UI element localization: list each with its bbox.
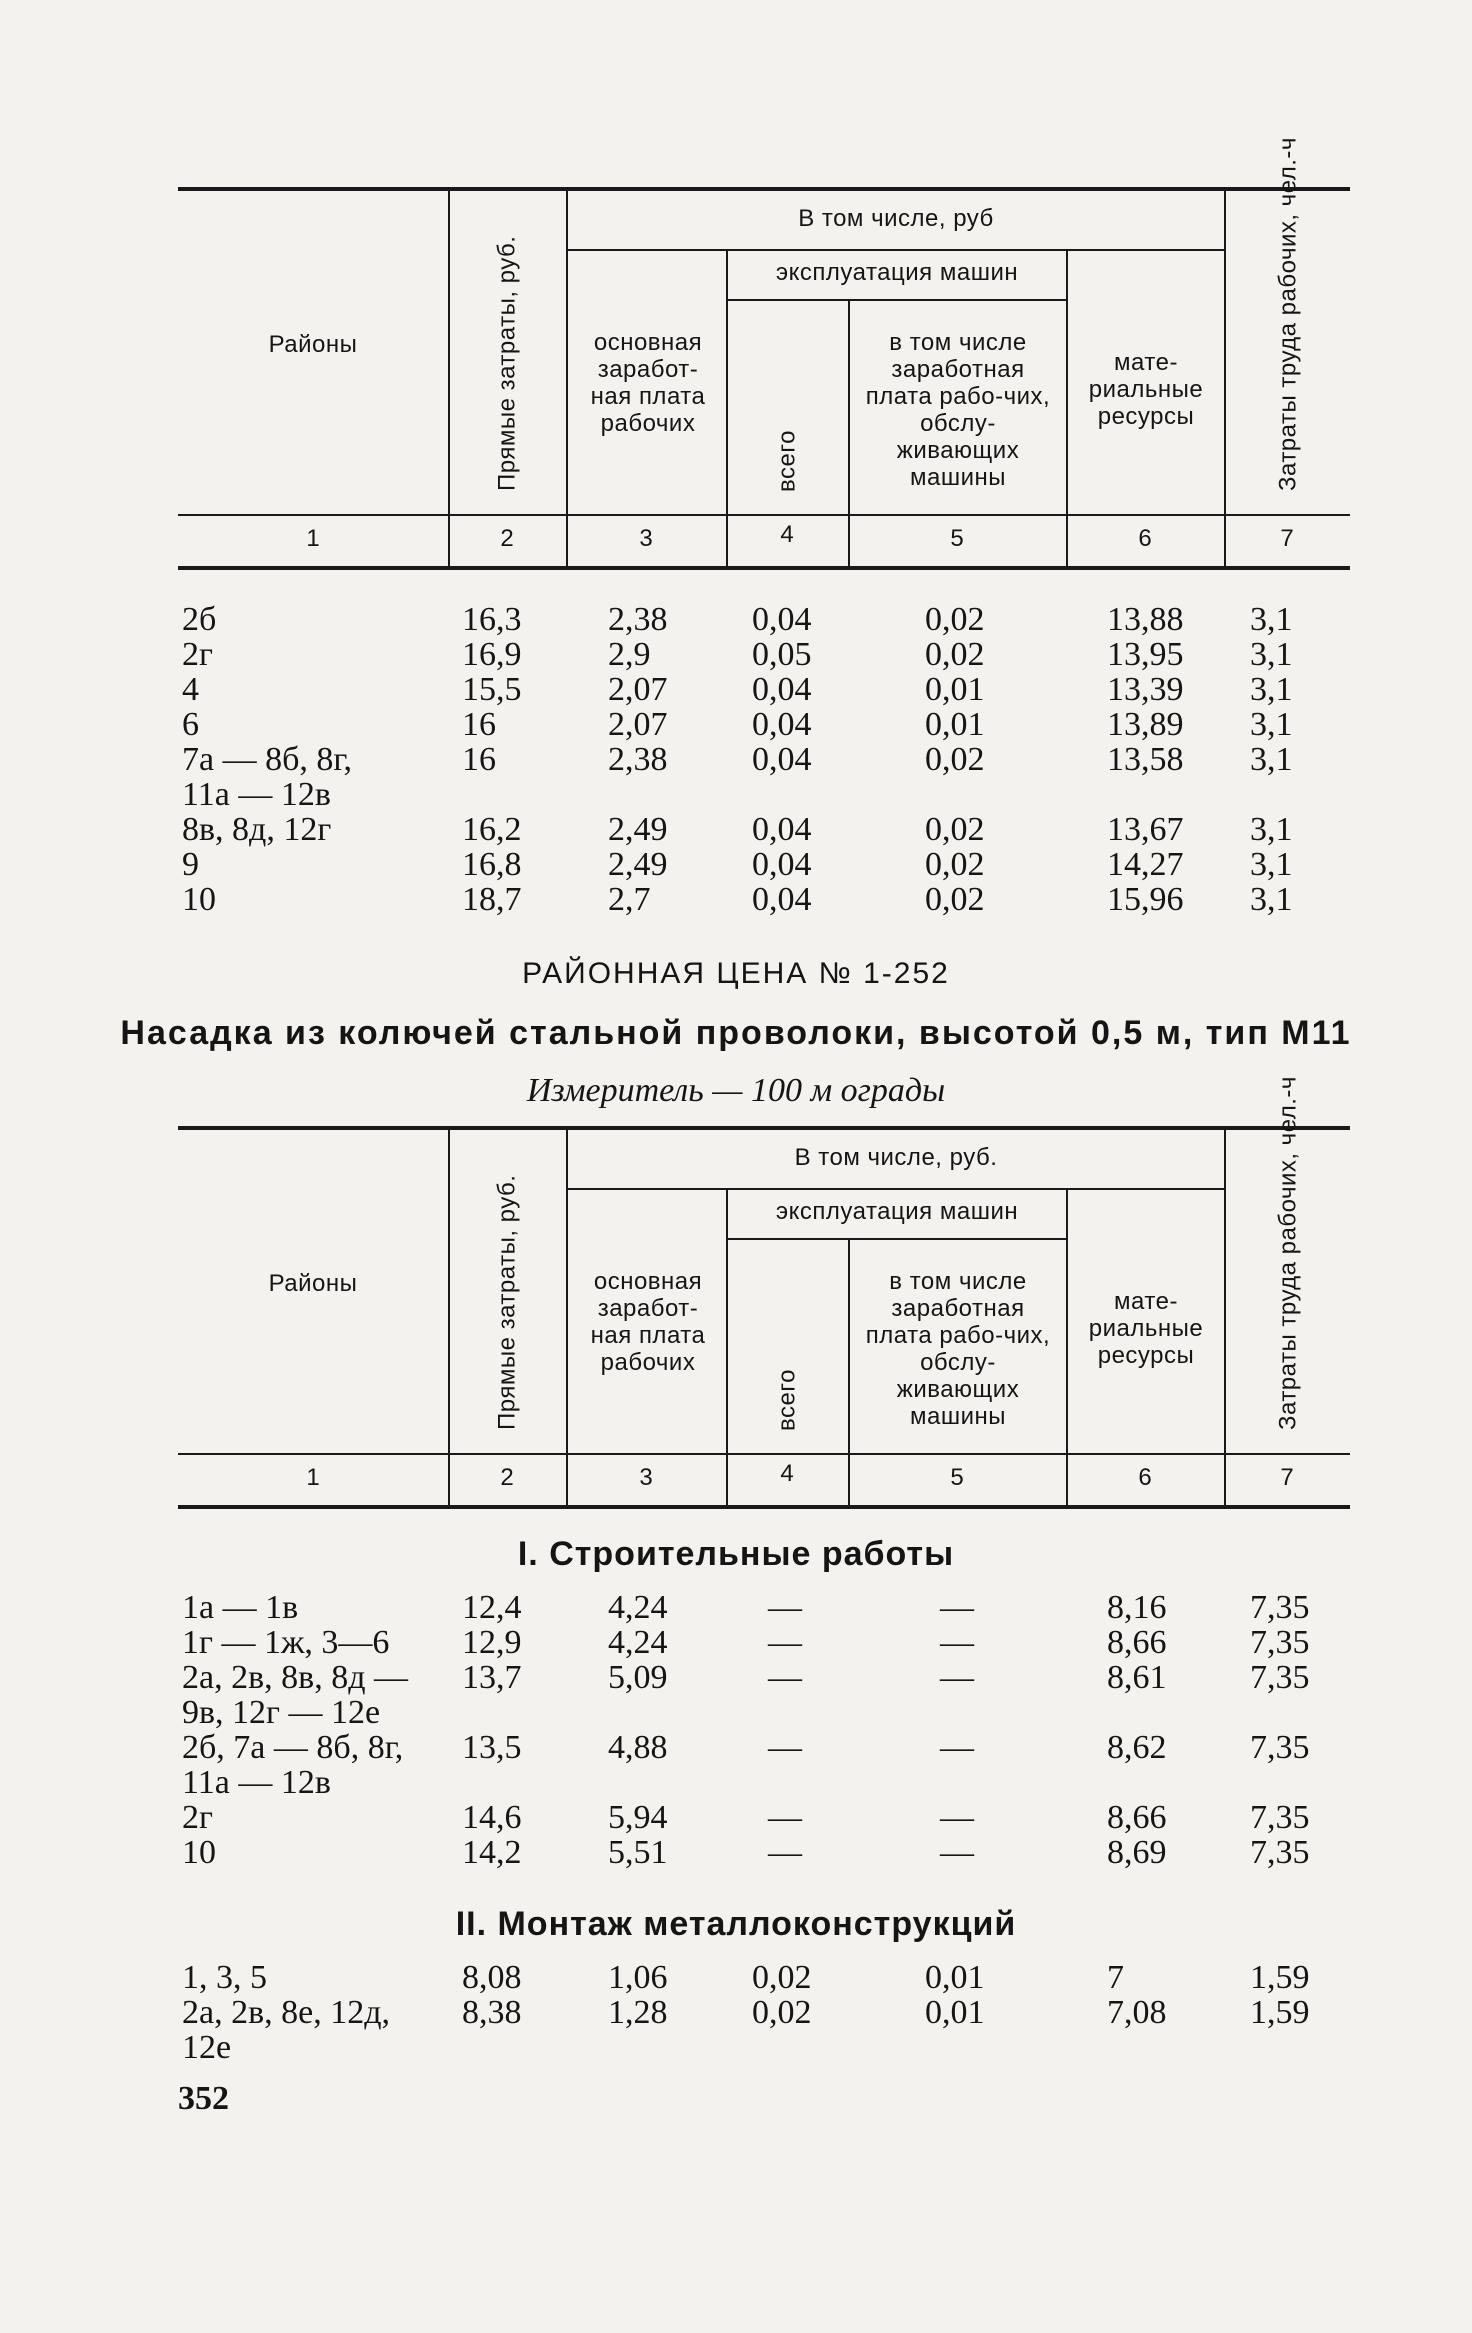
item-title: Насадка из колючей стальной проволоки, высотой 0,5 м, тип М11 bbox=[120, 1014, 1352, 1052]
cell-direct-costs: 16,3 bbox=[462, 601, 522, 638]
cell-machines-total: 0,04 bbox=[752, 741, 812, 778]
cell-machines-wages: — bbox=[940, 1589, 974, 1626]
cell-wages: 2,07 bbox=[608, 671, 668, 708]
table-row bbox=[0, 602, 1472, 638]
table-row bbox=[0, 672, 1472, 708]
col-number: 6 bbox=[1138, 1464, 1152, 1491]
cell-machines-total: — bbox=[768, 1659, 802, 1696]
col-number: 5 bbox=[950, 1464, 964, 1491]
cell-direct-costs: 16,2 bbox=[462, 811, 522, 848]
cell-machines-total: — bbox=[768, 1729, 802, 1766]
cell-machines-total: — bbox=[768, 1624, 802, 1661]
cell-district-continued: 11а — 12в bbox=[182, 1764, 331, 1801]
materialnye-header: мате-риальные ресурсы bbox=[1088, 1288, 1204, 1369]
cell-direct-costs: 16 bbox=[462, 706, 496, 743]
vsego-header: всего bbox=[773, 1369, 801, 1431]
cell-materials: 13,39 bbox=[1107, 671, 1184, 708]
table-row bbox=[0, 637, 1472, 673]
table1-header bbox=[178, 137, 1350, 570]
cell-wages: 2,49 bbox=[608, 846, 668, 883]
cell-labor: 7,35 bbox=[1250, 1624, 1310, 1661]
table-row bbox=[0, 812, 1472, 848]
cell-materials: 13,67 bbox=[1107, 811, 1184, 848]
cell-district-continued: 12е bbox=[182, 2029, 232, 2066]
cell-materials: 14,27 bbox=[1107, 846, 1184, 883]
table-row bbox=[0, 1590, 1472, 1626]
cell-district-continued: 9в, 12г — 12е bbox=[182, 1694, 381, 1731]
cell-district: 1г — 1ж, 3—6 bbox=[182, 1624, 390, 1661]
cell-machines-wages: — bbox=[940, 1834, 974, 1871]
col-number: 2 bbox=[500, 525, 514, 552]
cell-wages: 2,49 bbox=[608, 811, 668, 848]
cell-machines-total: 0,04 bbox=[752, 846, 812, 883]
pryamye-header: Прямые затраты, руб. bbox=[493, 1174, 521, 1430]
cell-machines-total: 0,04 bbox=[752, 811, 812, 848]
cell-machines-wages: 0,02 bbox=[925, 636, 985, 673]
col-number: 4 bbox=[780, 1460, 794, 1487]
cell-labor: 7,35 bbox=[1250, 1799, 1310, 1836]
zatraty-truda-header: Затраты труда рабочих, чел.-ч bbox=[1274, 137, 1302, 491]
cell-materials: 13,95 bbox=[1107, 636, 1184, 673]
osnovnaya-header: основная заработ-ная плата рабочих bbox=[590, 329, 706, 437]
cell-machines-total: 0,02 bbox=[752, 1994, 812, 2031]
cell-materials: 13,89 bbox=[1107, 706, 1184, 743]
rayony-header: Районы bbox=[268, 331, 358, 358]
cell-machines-total: — bbox=[768, 1834, 802, 1871]
cell-materials: 8,62 bbox=[1107, 1729, 1167, 1766]
cell-wages: 5,09 bbox=[608, 1659, 668, 1696]
cell-materials: 8,66 bbox=[1107, 1799, 1167, 1836]
cell-materials: 13,58 bbox=[1107, 741, 1184, 778]
cell-district: 2б bbox=[182, 601, 217, 638]
cell-machines-total: 0,05 bbox=[752, 636, 812, 673]
cell-district: 2г bbox=[182, 1799, 213, 1836]
v-tom-chisle-header: В том числе, руб. bbox=[794, 1144, 998, 1171]
cell-machines-total: 0,04 bbox=[752, 706, 812, 743]
cell-machines-wages: 0,02 bbox=[925, 601, 985, 638]
cell-direct-costs: 13,7 bbox=[462, 1659, 522, 1696]
measure-unit: Измеритель — 100 м ограды bbox=[526, 1072, 946, 1109]
cell-district: 10 bbox=[182, 1834, 216, 1871]
col-number: 7 bbox=[1280, 1464, 1294, 1491]
vsego-header: всего bbox=[773, 430, 801, 492]
cell-machines-wages: 0,02 bbox=[925, 881, 985, 918]
cell-district: 1а — 1в bbox=[182, 1589, 299, 1626]
cell-labor: 3,1 bbox=[1250, 636, 1293, 673]
page-number: 352 bbox=[178, 2080, 229, 2117]
cell-machines-wages: 0,02 bbox=[925, 741, 985, 778]
cell-district: 1, 3, 5 bbox=[182, 1959, 267, 1996]
cell-direct-costs: 13,5 bbox=[462, 1729, 522, 1766]
cell-direct-costs: 15,5 bbox=[462, 671, 522, 708]
table-row bbox=[0, 882, 1472, 918]
cell-materials: 7 bbox=[1107, 1959, 1124, 1996]
cell-wages: 5,94 bbox=[608, 1799, 668, 1836]
cell-machines-total: 0,04 bbox=[752, 671, 812, 708]
cell-labor: 7,35 bbox=[1250, 1589, 1310, 1626]
cell-labor: 3,1 bbox=[1250, 811, 1293, 848]
cell-labor: 3,1 bbox=[1250, 741, 1293, 778]
cell-district: 2а, 2в, 8в, 8д — bbox=[182, 1659, 408, 1696]
col-number: 2 bbox=[500, 1464, 514, 1491]
cell-wages: 1,28 bbox=[608, 1994, 668, 2031]
cell-materials: 8,69 bbox=[1107, 1834, 1167, 1871]
cell-wages: 4,24 bbox=[608, 1589, 668, 1626]
cell-wages: 2,9 bbox=[608, 636, 651, 673]
cell-district: 2г bbox=[182, 636, 213, 673]
ekspluataciya-header: эксплуатация машин bbox=[775, 259, 1019, 286]
cell-direct-costs: 8,08 bbox=[462, 1959, 522, 1996]
cell-district: 2б, 7а — 8б, 8г, bbox=[182, 1729, 404, 1766]
v-tom-chisle-header: В том числе, руб bbox=[798, 205, 994, 232]
cell-district-continued: 11а — 12в bbox=[182, 776, 331, 813]
cell-labor: 7,35 bbox=[1250, 1729, 1310, 1766]
col-number: 3 bbox=[639, 1464, 653, 1491]
cell-machines-wages: 0,01 bbox=[925, 1994, 985, 2031]
col-number: 4 bbox=[780, 521, 794, 548]
table-row-continuation bbox=[0, 1765, 1472, 1801]
cell-labor: 7,35 bbox=[1250, 1659, 1310, 1696]
col-number: 3 bbox=[639, 525, 653, 552]
cell-direct-costs: 16,8 bbox=[462, 846, 522, 883]
cell-labor: 1,59 bbox=[1250, 1959, 1310, 1996]
table-row bbox=[0, 1960, 1472, 1996]
cell-labor: 1,59 bbox=[1250, 1994, 1310, 2031]
col-number: 1 bbox=[306, 525, 320, 552]
table-row bbox=[0, 1800, 1472, 1836]
cell-wages: 2,38 bbox=[608, 601, 668, 638]
v-tom-chisle-zp-header: в том числе заработная плата рабо-чих, обслу-живающих машины bbox=[865, 329, 1051, 491]
cell-materials: 8,16 bbox=[1107, 1589, 1167, 1626]
cell-direct-costs: 16 bbox=[462, 741, 496, 778]
cell-machines-wages: 0,01 bbox=[925, 1959, 985, 1996]
cell-materials: 8,66 bbox=[1107, 1624, 1167, 1661]
cell-wages: 4,88 bbox=[608, 1729, 668, 1766]
col-number: 5 bbox=[950, 525, 964, 552]
cell-district: 6 bbox=[182, 706, 199, 743]
cell-wages: 2,38 bbox=[608, 741, 668, 778]
cell-direct-costs: 14,6 bbox=[462, 1799, 522, 1836]
cell-machines-wages: — bbox=[940, 1729, 974, 1766]
cell-direct-costs: 12,4 bbox=[462, 1589, 522, 1626]
cell-materials: 7,08 bbox=[1107, 1994, 1167, 2031]
cell-wages: 2,07 bbox=[608, 706, 668, 743]
cell-district: 4 bbox=[182, 671, 199, 708]
cell-labor: 3,1 bbox=[1250, 601, 1293, 638]
table-row bbox=[0, 1995, 1472, 2031]
zatraty-truda-header: Затраты труда рабочих, чел.-ч bbox=[1274, 1076, 1302, 1430]
cell-materials: 13,88 bbox=[1107, 601, 1184, 638]
cell-wages: 4,24 bbox=[608, 1624, 668, 1661]
table-row-continuation bbox=[0, 2030, 1472, 2066]
cell-machines-total: 0,04 bbox=[752, 881, 812, 918]
osnovnaya-header: основная заработ-ная плата рабочих bbox=[590, 1268, 706, 1376]
table-row bbox=[0, 707, 1472, 743]
cell-direct-costs: 18,7 bbox=[462, 881, 522, 918]
cell-labor: 7,35 bbox=[1250, 1834, 1310, 1871]
cell-direct-costs: 8,38 bbox=[462, 1994, 522, 2031]
cell-machines-wages: — bbox=[940, 1624, 974, 1661]
cell-direct-costs: 12,9 bbox=[462, 1624, 522, 1661]
table-row-continuation bbox=[0, 777, 1472, 813]
ekspluataciya-header: эксплуатация машин bbox=[775, 1198, 1019, 1225]
table-row bbox=[0, 1625, 1472, 1661]
cell-machines-wages: — bbox=[940, 1799, 974, 1836]
col-number: 1 bbox=[306, 1464, 320, 1491]
cell-labor: 3,1 bbox=[1250, 881, 1293, 918]
table-row bbox=[0, 742, 1472, 778]
cell-district: 10 bbox=[182, 881, 216, 918]
cell-machines-total: — bbox=[768, 1799, 802, 1836]
table-row bbox=[0, 1835, 1472, 1871]
cell-machines-wages: 0,02 bbox=[925, 811, 985, 848]
table-row bbox=[0, 847, 1472, 883]
table-row bbox=[0, 1660, 1472, 1696]
pryamye-header: Прямые затраты, руб. bbox=[493, 235, 521, 491]
cell-labor: 3,1 bbox=[1250, 846, 1293, 883]
cell-direct-costs: 16,9 bbox=[462, 636, 522, 673]
v-tom-chisle-zp-header: в том числе заработная плата рабо-чих, обслу-живающих машины bbox=[865, 1268, 1051, 1430]
rayony-header: Районы bbox=[268, 1270, 358, 1297]
cell-machines-total: — bbox=[768, 1589, 802, 1626]
cell-direct-costs: 14,2 bbox=[462, 1834, 522, 1871]
cell-district: 7а — 8б, 8г, bbox=[182, 741, 352, 778]
cell-labor: 3,1 bbox=[1250, 671, 1293, 708]
col-number: 7 bbox=[1280, 525, 1294, 552]
cell-machines-wages: 0,02 bbox=[925, 846, 985, 883]
cell-district: 9 bbox=[182, 846, 199, 883]
cell-machines-total: 0,04 bbox=[752, 601, 812, 638]
cell-machines-wages: 0,01 bbox=[925, 706, 985, 743]
price-heading: РАЙОННАЯ ЦЕНА № 1-252 bbox=[522, 957, 950, 990]
cell-wages: 1,06 bbox=[608, 1959, 668, 1996]
cell-wages: 5,51 bbox=[608, 1834, 668, 1871]
cell-materials: 15,96 bbox=[1107, 881, 1184, 918]
table-row-continuation bbox=[0, 1695, 1472, 1731]
cell-labor: 3,1 bbox=[1250, 706, 1293, 743]
table-row bbox=[0, 1730, 1472, 1766]
cell-machines-wages: — bbox=[940, 1659, 974, 1696]
cell-district: 2а, 2в, 8е, 12д, bbox=[182, 1994, 391, 2031]
section2-title: II. Монтаж металлоконструкций bbox=[455, 1905, 1017, 1943]
cell-district: 8в, 8д, 12г bbox=[182, 811, 332, 848]
cell-machines-wages: 0,01 bbox=[925, 671, 985, 708]
cell-wages: 2,7 bbox=[608, 881, 651, 918]
cell-machines-total: 0,02 bbox=[752, 1959, 812, 1996]
materialnye-header: мате-риальные ресурсы bbox=[1088, 349, 1204, 430]
col-number: 6 bbox=[1138, 525, 1152, 552]
cell-materials: 8,61 bbox=[1107, 1659, 1167, 1696]
section1-title: I. Строительные работы bbox=[517, 1535, 955, 1573]
